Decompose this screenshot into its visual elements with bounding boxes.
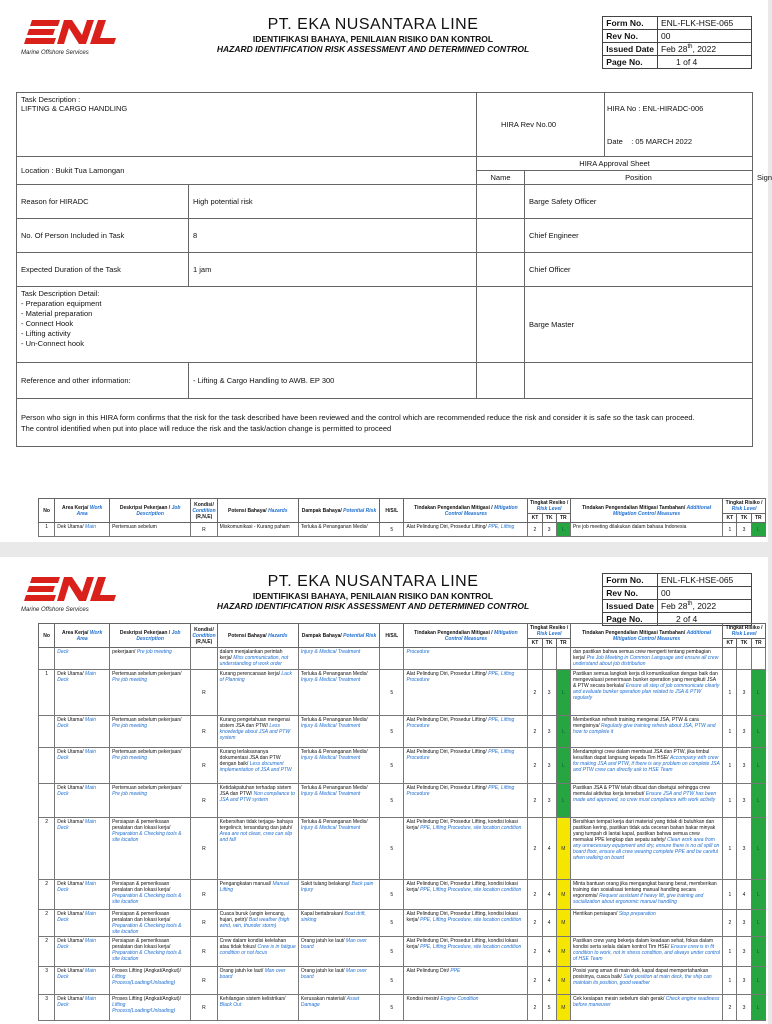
row-tr2: L <box>751 818 765 880</box>
row-tk2: 3 <box>737 716 751 748</box>
row-hazard: Kurang terlaksananya dokumentasi JSA dan PTW dengan baik/ Less document implementation of JSA and PTW <box>217 748 298 784</box>
col-impact: Dampak Bahaya/ Potential Risk <box>298 624 379 648</box>
risk-table-body <box>39 523 766 537</box>
approval-col-position: Position <box>525 171 753 185</box>
row-kt: 2 <box>528 995 542 1021</box>
risk-row <box>39 937 766 967</box>
row-tk2: 3 <box>737 748 751 784</box>
approver-position-3: Chief Officer <box>525 253 753 287</box>
company-name: PT. EKA NUSANTARA LINE <box>267 573 479 590</box>
row-kt2: 1 <box>723 880 737 910</box>
row-tr: M <box>556 818 570 880</box>
approver-position-2: Chief Engineer <box>525 219 753 253</box>
col-risk-level-2: Tingkat Risiko / Risk Level <box>723 499 766 514</box>
row-condition: R <box>191 910 217 937</box>
row-hazard: Kurang perencanaan kerja/ Lack of Planning <box>217 670 298 716</box>
row-tr: L <box>556 716 570 748</box>
document-page-2 <box>0 557 768 1024</box>
row-kt: 2 <box>528 967 542 995</box>
task-detail-cell <box>17 287 477 363</box>
document-info-table <box>602 16 752 69</box>
col-condition: Kondisi/ Condition (R,N,E) <box>191 499 217 523</box>
approval-statement-line-1: Person who sign in this HIRA form confirms that the risk for the task described have been reviewed and the control which are recommended reduce the risk and consider it is safe so the task can proceed. <box>21 412 695 422</box>
row-job-desc: Pertemuan sebelum pekerjaan/ Pre job meeting <box>110 748 191 784</box>
row-tk2: 3 <box>737 523 751 537</box>
reason-value: High potential risk <box>189 185 477 219</box>
location-value: Location : Bukit Tua Lamongan <box>21 166 125 175</box>
row-control: Alat Pelindung Diri, Prosedur Lifting/ PPE, Lifting Procedure <box>404 716 528 748</box>
row-kt2: 1 <box>723 937 737 967</box>
row-hazard: Kurang pengetahuan mengenai sistem JSA dan PTW/ Less knowledge about JSA and PTW system <box>217 716 298 748</box>
row-tk: 3 <box>542 748 556 784</box>
row-area: Dek Utama/ Main Deck <box>55 818 110 880</box>
risk-row <box>39 748 766 784</box>
hira-number: HIRA No : ENL-HIRADC-006 <box>607 103 704 113</box>
row-tk: 4 <box>542 937 556 967</box>
row-tr: M <box>556 880 570 910</box>
risk-row <box>39 818 766 880</box>
col-additional-control: Tindakan Pengendalian Mitigasi Tambahan/ Additional Mitigation Control Measures <box>570 499 722 523</box>
row-condition: R <box>191 995 217 1021</box>
row-tk2: 3 <box>737 910 751 937</box>
row-area: Dek Utama/ Main Deck <box>55 670 110 716</box>
approval-statement <box>17 399 753 447</box>
row-tk2: 3 <box>737 967 751 995</box>
col-no: No <box>39 624 55 648</box>
row-impact: Orang jatuh ke laut/ Man over board <box>298 967 379 995</box>
row-no: 3 <box>39 967 55 995</box>
row-no <box>39 748 55 784</box>
form-no-value: ENL-FLK-HSE-065 <box>658 17 752 30</box>
row-hsl: 5 <box>380 967 404 995</box>
row-tr2 <box>751 648 765 670</box>
row-area: Dek Utama/ Main Deck <box>55 967 110 995</box>
page-no-label: Page No. <box>603 56 658 69</box>
issued-date-value: Feb 28th, 2022 <box>658 600 752 613</box>
row-control: Alat Pelindung Diri, Prosedur Lifting/ PPE, Lifting Procedure <box>404 748 528 784</box>
row-hazard: Kehilangan sistem kelistrikan/ Black Out <box>217 995 298 1021</box>
col-condition: Kondisi/ Condition (R,N,E) <box>191 624 217 648</box>
row-condition: R <box>191 748 217 784</box>
row-tk: 5 <box>542 995 556 1021</box>
row-tr: L <box>556 748 570 784</box>
risk-table-header: No Area Kerja/ Work Area Deskripsi Pekerjaan / Job Description Kondisi/ Condition (R,N,E) Potensi Bahaya/ Hazards Dampak Bahaya/ Potential Risk H/S/L Tindakan Pengendalian Mitigasi / Mitigation Control Measures Tingkat Resiko / Risk Level Tindakan Pengendalian Mitigasi Tambahan/ Additional Mitigation Control Measures Tingkat Risiko / Risk Level KT TK TR KT TK TR <box>39 499 766 523</box>
row-condition: R <box>191 880 217 910</box>
row-kt2: 1 <box>723 716 737 748</box>
row-hazard: Crew dalam kondisi kelelahan atau tidak fokus/ Crew is in fatigue condition or not focus <box>217 937 298 967</box>
svg-text:Marine Offshore Services: Marine Offshore Services <box>21 607 89 613</box>
row-tk: 4 <box>542 880 556 910</box>
risk-row <box>39 967 766 995</box>
row-control: Alat Pelindung Diri, Prosedur Lifting, kondisi lokasi kerja/ PPE, Lifting Procedure, site location condition <box>404 818 528 880</box>
approval-sheet-title: HIRA Approval Sheet <box>477 157 753 171</box>
row-kt <box>528 648 542 670</box>
row-job-desc: Pertemuan sebelum pekerjaan/ Pre job meeting <box>110 716 191 748</box>
row-kt: 2 <box>528 523 542 537</box>
company-title-block <box>124 573 622 611</box>
col-control: Tindakan Pengendalian Mitigasi / Mitigation Control Measures <box>404 499 528 523</box>
page-no-label: Page No. <box>603 613 658 626</box>
row-no: 2 <box>39 880 55 910</box>
approver-position-1: Barge Safety Officer <box>525 185 753 219</box>
rev-no-label: Rev No. <box>603 587 658 600</box>
col-area: Area Kerja/ Work Area <box>55 499 110 523</box>
row-tk2: 4 <box>737 880 751 910</box>
row-kt2: 1 <box>723 784 737 818</box>
row-additional-control: Posisi yang aman di main dek, kapal dapat mempertahankan posisinya, cuaca baik/ Safe position at main deck, the ship can maintain its position, good weather <box>570 967 722 995</box>
approver-name-4 <box>477 287 525 363</box>
row-control: Procedure <box>404 648 528 670</box>
row-job-desc: Pertemuan sebelum pekerjaan/ Pre job meeting <box>110 784 191 818</box>
row-tr2: L <box>751 880 765 910</box>
duration-label: Expected Duration of the Task <box>17 253 189 287</box>
row-area: Dek Utama/ Main Deck <box>55 937 110 967</box>
row-impact: Terluka & Penanganan Medis/ Injury & Medical Treatment <box>298 716 379 748</box>
row-tr: L <box>556 670 570 716</box>
row-no: 2 <box>39 818 55 880</box>
col-hazard: Potensi Bahaya/ Hazards <box>217 499 298 523</box>
row-control: Alat Pelindung Diri, Prosedur Lifting/ PPE, Lifting Procedure <box>404 670 528 716</box>
col-no: No <box>39 499 55 523</box>
task-description-cell <box>17 93 477 157</box>
risk-row <box>39 670 766 716</box>
row-tr2: L <box>751 967 765 995</box>
title-indonesian: IDENTIFIKASI BAHAYA, PENILAIAN RISIKO DAN KONTROL <box>252 591 494 601</box>
col-risk-level: Tingkat Resiko / Risk Level <box>528 499 571 514</box>
row-area: Dek Utama/ Main Deck <box>55 910 110 937</box>
row-impact: Terluka & Penanganan Medis/ Injury & Medical Treatment <box>298 670 379 716</box>
reason-label: Reason for HIRADC <box>17 185 189 219</box>
row-tk: 4 <box>542 967 556 995</box>
row-additional-control: Cek kesiapan mesin sebelum olah gerak/ Check engine readiness before maneuver <box>570 995 722 1021</box>
col-hazard: Potensi Bahaya/ Hazards <box>217 624 298 648</box>
row-no <box>39 784 55 818</box>
row-kt: 2 <box>528 670 542 716</box>
row-kt: 2 <box>528 910 542 937</box>
row-tk2: 3 <box>737 818 751 880</box>
risk-table-page-2 <box>38 623 766 1021</box>
row-hsl: 5 <box>380 784 404 818</box>
risk-row <box>39 910 766 937</box>
row-kt: 2 <box>528 937 542 967</box>
row-hazard: Kebersihan tidak terjaga- bahaya tergelincir, tersandung dan jatuh/ Area are not clean, crew can slip and fall <box>217 818 298 880</box>
row-kt2: 2 <box>723 910 737 937</box>
row-control: Alat Pelindung Diri, Prosedur Lifting/ PPE, Lifting Procedure <box>404 784 528 818</box>
row-area: Dek Utama/ Main Deck <box>55 784 110 818</box>
row-job-desc: Persiapan & pemeriksaan peralatan dan lokasi kerja/ Preparation & Checking tools & site location <box>110 880 191 910</box>
row-hsl <box>380 648 404 670</box>
approver-name-5 <box>477 363 525 399</box>
document-info-table <box>602 573 752 626</box>
row-condition: R <box>191 716 217 748</box>
row-additional-control: Pre job meeting dilakukan dalam bahasa Indonesia <box>570 523 722 537</box>
row-job-desc: Persiapan & pemeriksaan peralatan dan lokasi kerja/ Preparation & Checking tools & site location <box>110 818 191 880</box>
row-tr: L <box>556 784 570 818</box>
row-hazard: dalam menjalankan perintah kerja/ Miss communication, not understanding of work order <box>217 648 298 670</box>
row-condition: R <box>191 784 217 818</box>
task-description-label: Task Description : <box>21 95 81 104</box>
row-tr: M <box>556 937 570 967</box>
issued-date-value: Feb 28th, 2022 <box>658 43 752 56</box>
row-tk: 3 <box>542 716 556 748</box>
duration-value: 1 jam <box>189 253 477 287</box>
row-hsl: 5 <box>380 748 404 784</box>
row-no: 1 <box>39 670 55 716</box>
row-additional-control: Pastikan JSA & PTW telah dibuat dan disetujui sehingga crew memulai aktivitas kerja tersebut/ Ensure JSA and PTW has been made and approved, so crew must compliance with work activity <box>570 784 722 818</box>
row-control: Alat Pelindung Diri, Prosedur Lifting, kondisi lokasi kerja/ PPE, Lifting Procedure, site location condition <box>404 910 528 937</box>
row-tk: 4 <box>542 818 556 880</box>
row-impact: Injury & Medical Treatment <box>298 648 379 670</box>
row-impact: Terluka & Penanganan Medis/ Injury & Medical Treatment <box>298 748 379 784</box>
col-control: Tindakan Pengendalian Mitigasi / Mitigation Control Measures <box>404 624 528 648</box>
row-additional-control: Hentikan persiapan/ Stop preparation <box>570 910 722 937</box>
company-logo <box>18 575 118 621</box>
col-area: Area Kerja/ Work Area <box>55 624 110 648</box>
col-job-desc: Deskripsi Pekerjaan / Job Description <box>110 624 191 648</box>
row-tr: M <box>556 995 570 1021</box>
task-detail-label: Task Description Detail: <box>21 289 100 298</box>
row-job-desc: Pertemuan sebelum <box>110 523 191 537</box>
row-condition <box>191 648 217 670</box>
hira-number-cell <box>605 93 753 157</box>
row-hazard: Cuaca buruk (angin kencang, hujan, petir)/ Bad weather (high wind, rain, thunder storm) <box>217 910 298 937</box>
approver-position-4: Barge Master <box>525 287 753 363</box>
company-title-block <box>124 16 622 54</box>
approver-name-3 <box>477 253 525 287</box>
row-hsl: 5 <box>380 910 404 937</box>
row-condition: R <box>191 523 217 537</box>
row-additional-control: Minta bantuan orang jika mengangkat barang berat, memberikan training dan sosialisasi tentang manual handling secara ergonomis/ Request assistant if heavy lift, give training and socialization about ergonomic manual handling <box>570 880 722 910</box>
row-tr: M <box>556 967 570 995</box>
col-impact: Dampak Bahaya/ Potential Risk <box>298 499 379 523</box>
row-control: Kondisi mesin/ Engine Condition <box>404 995 528 1021</box>
row-no <box>39 648 55 670</box>
row-tr2: L <box>751 716 765 748</box>
row-impact: Orang jatuh ke laut/ Man over board <box>298 937 379 967</box>
page-no-value: 1 of 4 <box>658 56 752 69</box>
col-job-desc: Deskripsi Pekerjaan / Job Description <box>110 499 191 523</box>
row-tr2: L <box>751 995 765 1021</box>
row-kt: 2 <box>528 880 542 910</box>
row-impact: Sakit tulang belakang/ Back pain Injury <box>298 880 379 910</box>
date-value: : 05 MARCH 2022 <box>631 136 693 146</box>
row-kt2: 1 <box>723 523 737 537</box>
company-logo <box>18 18 118 64</box>
title-indonesian: IDENTIFIKASI BAHAYA, PENILAIAN RISIKO DAN KONTROL <box>252 34 494 44</box>
col-risk-level-2: Tingkat Risiko / Risk Level <box>723 624 766 639</box>
risk-row <box>39 648 766 670</box>
risk-table-page-1 <box>38 498 766 537</box>
approver-position-5 <box>525 363 753 399</box>
row-additional-control: Memberikan refresh training mengenai JSA, PTW & cara mengisinya/ Regularly give training refresh about JSA, PTW and how to complete it <box>570 716 722 748</box>
row-tr <box>556 648 570 670</box>
row-kt: 2 <box>528 784 542 818</box>
reference-value: - Lifting & Cargo Handling to AWB. EP 300 <box>189 363 477 399</box>
row-tr2: L <box>751 670 765 716</box>
row-tk2: 3 <box>737 995 751 1021</box>
risk-row <box>39 880 766 910</box>
row-kt: 2 <box>528 818 542 880</box>
col-additional-control: Tindakan Pengendalian Mitigasi Tambahan/ Additional Mitigation Control Measures <box>570 624 722 648</box>
document-header <box>16 16 752 67</box>
document-header-page-2 <box>16 573 752 624</box>
row-area: Dek Utama/ Main Deck <box>55 995 110 1021</box>
row-tk2: 3 <box>737 937 751 967</box>
row-tk2: 3 <box>737 670 751 716</box>
risk-row <box>39 995 766 1021</box>
row-kt2: 1 <box>723 818 737 880</box>
svg-text:Marine Offshore Services: Marine Offshore Services <box>21 50 89 56</box>
row-condition: R <box>191 967 217 995</box>
row-additional-control: Mendampingi crew dalam membuat JSA dan PTW, jika timbul kesulitan dapat langsung kepada Tim HSE/ Accompany with crew for making JSA and PTW, if there is any problem on complete JSA and PTW crew can directly ask to HSE Team <box>570 748 722 784</box>
row-kt2: 2 <box>723 995 737 1021</box>
issued-date-label: Issued Date <box>603 600 658 613</box>
row-hazard: Miskomunikasi - Kurang paham <box>217 523 298 537</box>
row-control: Alat Pelindung Diri/ PPE <box>404 967 528 995</box>
row-hazard: Orang jatuh ke laut/ Man over board <box>217 967 298 995</box>
hira-rev-no: HIRA Rev No.00 <box>501 120 557 129</box>
task-detail-item: - Material preparation <box>21 309 93 318</box>
form-no-label: Form No. <box>603 574 658 587</box>
row-tk2 <box>737 648 751 670</box>
task-detail-item: - Preparation equipment <box>21 299 102 308</box>
row-no: 1 <box>39 523 55 537</box>
row-kt2: 1 <box>723 967 737 995</box>
row-tr: L <box>556 523 570 537</box>
row-condition: R <box>191 670 217 716</box>
rev-no-value: 00 <box>658 587 752 600</box>
row-tr: M <box>556 910 570 937</box>
rev-no-label: Rev No. <box>603 30 658 43</box>
row-job-desc: Persiapan & pemeriksaan peralatan dan lokasi kerja/ Preparation & Checking tools & site location <box>110 910 191 937</box>
row-control: Alat Pelindung Diri, Prosedur Lifting, kondisi lokasi kerja/ PPE, Lifting Procedure, site location condition <box>404 937 528 967</box>
row-area: Dek Utama/ Main Deck <box>55 748 110 784</box>
row-kt2 <box>723 648 737 670</box>
row-hsl: 5 <box>380 937 404 967</box>
row-tr2: L <box>751 937 765 967</box>
title-english: HAZARD IDENTIFICATION RISK ASSESSMENT AND DETERMINED CONTROL <box>216 44 530 54</box>
row-control: Alat Pelindung Diri, Prosedur Lifting/ PPE, Lifting <box>404 523 528 537</box>
row-hsl: 5 <box>380 523 404 537</box>
row-hsl: 5 <box>380 716 404 748</box>
row-tk <box>542 648 556 670</box>
row-impact: Terluka & Penanganan Medis/ <box>298 523 379 537</box>
form-no-value: ENL-FLK-HSE-065 <box>658 574 752 587</box>
row-no: 2 <box>39 910 55 937</box>
row-hazard: Pengangkatan manual/ Manual Lifting <box>217 880 298 910</box>
row-job-desc: Proses Lifting (Angkat/Angkut)/ Lifting Process(Loading/Unloading) <box>110 967 191 995</box>
date-label: Date <box>607 136 623 146</box>
form-no-label: Form No. <box>603 17 658 30</box>
row-tk: 4 <box>542 910 556 937</box>
risk-row <box>39 716 766 748</box>
issued-date-label: Issued Date <box>603 43 658 56</box>
row-area: Deck <box>55 648 110 670</box>
risk-row <box>39 784 766 818</box>
row-tk: 3 <box>542 670 556 716</box>
row-area: Dek Utama/ Main Deck <box>55 716 110 748</box>
approver-name-2 <box>477 219 525 253</box>
rev-no-value: 00 <box>658 30 752 43</box>
row-impact: Terluka & Penanganan Medis/ Injury & Medical Treatment <box>298 818 379 880</box>
task-detail-item: - Lifting activity <box>21 329 71 338</box>
row-tk: 3 <box>542 784 556 818</box>
col-hsl: H/S/L <box>380 624 404 648</box>
approval-col-name: Name <box>477 171 525 185</box>
row-condition: R <box>191 937 217 967</box>
row-hsl: 5 <box>380 670 404 716</box>
task-detail-item: - Un-Connect hook <box>21 339 84 348</box>
row-tr2: L <box>751 910 765 937</box>
row-job-desc: Pertemuan sebelum pekerjaan/ Pre job meeting <box>110 670 191 716</box>
row-control: Alat Pelindung Diri, Prosedur Lifting, kondisi lokasi kerja/ PPE, Lifting Procedure, site location condition <box>404 880 528 910</box>
row-impact: Terluka & Penanganan Medis/ Injury & Medical Treatment <box>298 784 379 818</box>
task-detail-item: - Connect Hook <box>21 319 74 328</box>
row-additional-control: Bersihkan tempat kerja dari material yang tidak di butuhkan dan pastikan kering, pastikan tidak ada ceceran bahan bakar minyak yang tumpah di lantai kapal, pastikan bahwa semua crew memakai PPE lengkap dan sepatu safety/ Clean work area from any unnecessary equipment and dry, ensure there is no oil spill on board floor, ensure all crew wearing complete PPE and be careful when walking on board <box>570 818 722 880</box>
risk-table-header: No Area Kerja/ Work Area Deskripsi Pekerjaan / Job Description Kondisi/ Condition (R,N,E) Potensi Bahaya/ Hazards Dampak Bahaya/ Potential Risk H/S/L Tindakan Pengendalian Mitigasi / Mitigation Control Measures Tingkat Resiko / Risk Level Tindakan Pengendalian Mitigasi Tambahan/ Additional Mitigation Control Measures Tingkat Risiko / Risk Level KT TK TR KT TK TR <box>39 624 766 648</box>
row-tr2: L <box>751 748 765 784</box>
row-tk: 3 <box>542 523 556 537</box>
risk-row <box>39 523 766 537</box>
row-kt2: 1 <box>723 748 737 784</box>
approver-name-1 <box>477 185 525 219</box>
row-additional-control: Pastikan crew yang bekerja dalam keadaan sehat, fokus dalam kondisi serta selalu dalam kontrol Tim HSE/ Ensure crew is in fit condition to work, not in stress condition, and always under control of HSE Team <box>570 937 722 967</box>
row-no: 3 <box>39 995 55 1021</box>
company-name: PT. EKA NUSANTARA LINE <box>267 16 479 33</box>
col-hsl: H/S/L <box>380 499 404 523</box>
row-tk2: 3 <box>737 784 751 818</box>
row-kt2: 1 <box>723 670 737 716</box>
task-description-value: LIFTING & CARGO HANDLING <box>21 104 128 113</box>
row-condition: R <box>191 818 217 880</box>
row-hsl: 5 <box>380 995 404 1021</box>
row-tr2: L <box>751 523 765 537</box>
persons-value: 8 <box>189 219 477 253</box>
row-no <box>39 716 55 748</box>
row-job-desc: pekerjaan/ Pre job meeting <box>110 648 191 670</box>
row-additional-control: Pastikan semua langkah kerja di komunikasikan dengan baik dan mengevaluasi penerimaan bunker operation yang mengikuti JSA & PTW secara berkala/ Ensure all step of job communicate clearly and evaluate bunker operation plan related to JSA & PTW regularly <box>570 670 722 716</box>
row-area: Dek Utama/ Main <box>55 523 110 537</box>
row-area: Dek Utama/ Main Deck <box>55 880 110 910</box>
row-impact: Kapal bertabrakan/ Boat drift, sinking <box>298 910 379 937</box>
row-hazard: Ketidakpatuhan terhadap sistem JSA dan PTW/ Non compliance to JSA and PTW system <box>217 784 298 818</box>
row-kt: 2 <box>528 748 542 784</box>
row-kt: 2 <box>528 716 542 748</box>
hira-form: Task Description : LIFTING & CARGO HANDLING HIRA Rev No.00 HIRA No : ENL-HIRADC-006 Date : 05 MARCH 2022 Location : Bukit Tua Lamongan HIRA Approval Sheet Name Position Sign Reason for HIRADC High potential risk Barge Safety Officer No. Of Person Included in Task 8 Chief Engineer Expected Duration of the Task 1 jam Chief Officer Task Description Detail: - Preparation equipment - Material preparation - Connect Hook - Lifting activity - Un-Connect hook Barge Master Reference and other information: - Lifting & Cargo Handling to AWB. EP 300 Person who sign in this HIRA form confirms that the risk for the task described have been reviewed and the control which are recommended reduce the risk and consider it is safe so the task can proceed. The control identified when put into place will reduce the risk and the task/action change is permitted to proceed <box>16 92 753 447</box>
persons-label: No. Of Person Included in Task <box>17 219 189 253</box>
row-impact: Kerusakan material/ Asset Damage <box>298 995 379 1021</box>
row-additional-control: dan pastikan bahwa semua crew mengerti tentang pembagian kerja/ Pre Job Meeting in Common Language and ensure all crew understand about job distribution <box>570 648 722 670</box>
row-job-desc: Proses Lifting (Angkat/Angkut)/ Lifting Process(Loading/Unloading) <box>110 995 191 1021</box>
hira-rev-cell <box>477 93 605 157</box>
row-job-desc: Persiapan & pemeriksaan peralatan dan lokasi kerja/ Preparation & Checking tools & site location <box>110 937 191 967</box>
col-risk-level: Tingkat Resiko / Risk Level <box>528 624 571 639</box>
page-no-value: 2 of 4 <box>658 613 752 626</box>
title-english: HAZARD IDENTIFICATION RISK ASSESSMENT AND DETERMINED CONTROL <box>216 601 530 611</box>
row-no: 2 <box>39 937 55 967</box>
row-hsl: 5 <box>380 880 404 910</box>
reference-label: Reference and other information: <box>17 363 189 399</box>
approval-statement-line-2: The control identified when put into place will reduce the risk and the task/action change is permitted to proceed <box>21 423 392 433</box>
row-tr2: L <box>751 784 765 818</box>
risk-table-body <box>39 648 766 1021</box>
location-cell <box>17 157 477 185</box>
row-hsl: 5 <box>380 818 404 880</box>
